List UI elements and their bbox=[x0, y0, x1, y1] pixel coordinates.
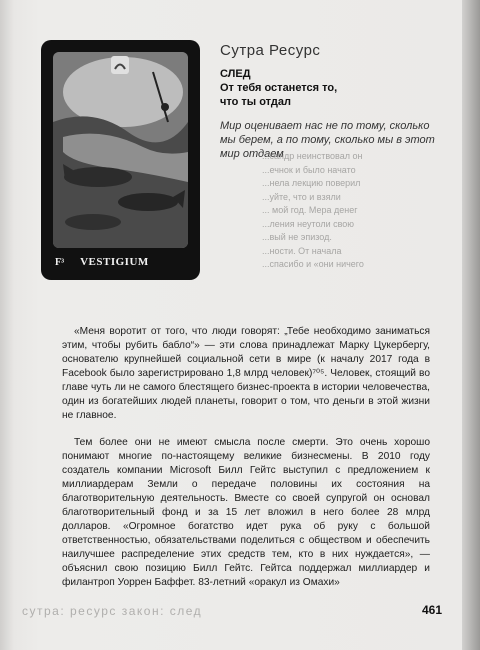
card-name: VESTIGIUM bbox=[80, 256, 149, 268]
card-illustration bbox=[53, 52, 188, 248]
quote-line: мир отдаем bbox=[220, 148, 284, 160]
paragraph: Тем более они не имеют смысла после смерти. Это очень хорошо понимают многие по-настоящему великие бизнесмены. В 2010 году создатель компании Microsoft Билл Гейтс выступил с предложением к миллиардерам Земли о передаче половины их состояния на благотворительную деятельность. Вместе со своей супругой он основал благотворительный фонд и за 15 лет вложил в него более 28 млрд долларов. «Огромное богатство идет рука об руку с большой ответственностью, обязательствами поделиться с обществом и обеспечить наилучшее распределение этих средств тем, кто в них нуждается», — объяснил свою позицию Билл Гейтс. Гейтса поддержал миллиардер и филантроп Уоррен Баффет. 83-летний «оракул из Омахи» bbox=[62, 437, 430, 588]
epigraph-quote bbox=[220, 119, 450, 161]
card-number: F³ bbox=[55, 256, 65, 268]
law-line: От тебя останется то, bbox=[220, 82, 338, 94]
law-line: что ты отдал bbox=[220, 96, 292, 108]
show-through-line: ...уйте, что и взяли bbox=[262, 191, 341, 202]
show-through-line: ...ечнок и было начато bbox=[262, 164, 356, 175]
show-through-line: ... мой год. Мера денег bbox=[262, 205, 358, 215]
law-line: СЛЕД bbox=[220, 68, 251, 80]
card-caption bbox=[53, 251, 188, 273]
show-through-text bbox=[262, 150, 462, 310]
show-through-line: ...ления неутоли свою bbox=[262, 218, 355, 229]
section-header bbox=[220, 42, 450, 161]
body-text bbox=[62, 325, 430, 590]
show-through-line: ...сандр неинствовал он bbox=[262, 151, 363, 161]
quote-line: мы берем, а по тому, сколько мы в этот bbox=[220, 134, 435, 146]
page-footer bbox=[22, 602, 442, 622]
show-through-line: ...ности. От начала bbox=[262, 245, 342, 256]
law-heading bbox=[220, 67, 450, 109]
running-head: сутра: ресурс закон: след bbox=[22, 604, 203, 618]
page-number: 461 bbox=[421, 603, 442, 617]
paragraph: «Меня воротит от того, что люди говорят: „Тебе необходимо заниматься этим, чтобы рубить бабло“» — эти слова принадлежат Марку Цукербергу, основателю крупнейшей социальной сети в мире (к началу 2017 года в Facebook было зарегистрировано 1,8 млрд человек)⁷⁰⁵. Человек, стоящий во главе чуть ли не самого блестящего бизнес-проекта в истории человечества, один из богатейших людей планеты, говорит о том, что деньги в этой жизни не главное. bbox=[62, 326, 430, 421]
tarot-card-image bbox=[41, 40, 200, 280]
section-title: Сутра Ресурс bbox=[220, 42, 321, 59]
show-through-line: ...нела лекцию поверил bbox=[262, 178, 361, 188]
quote-line: Мир оценивает нас не по тому, сколько bbox=[220, 120, 430, 132]
show-through-line: ...вый не эпизод. bbox=[262, 232, 332, 242]
page-edge-shadow bbox=[462, 0, 480, 650]
show-through-line: ...спасибо и «они ничего bbox=[262, 259, 364, 269]
